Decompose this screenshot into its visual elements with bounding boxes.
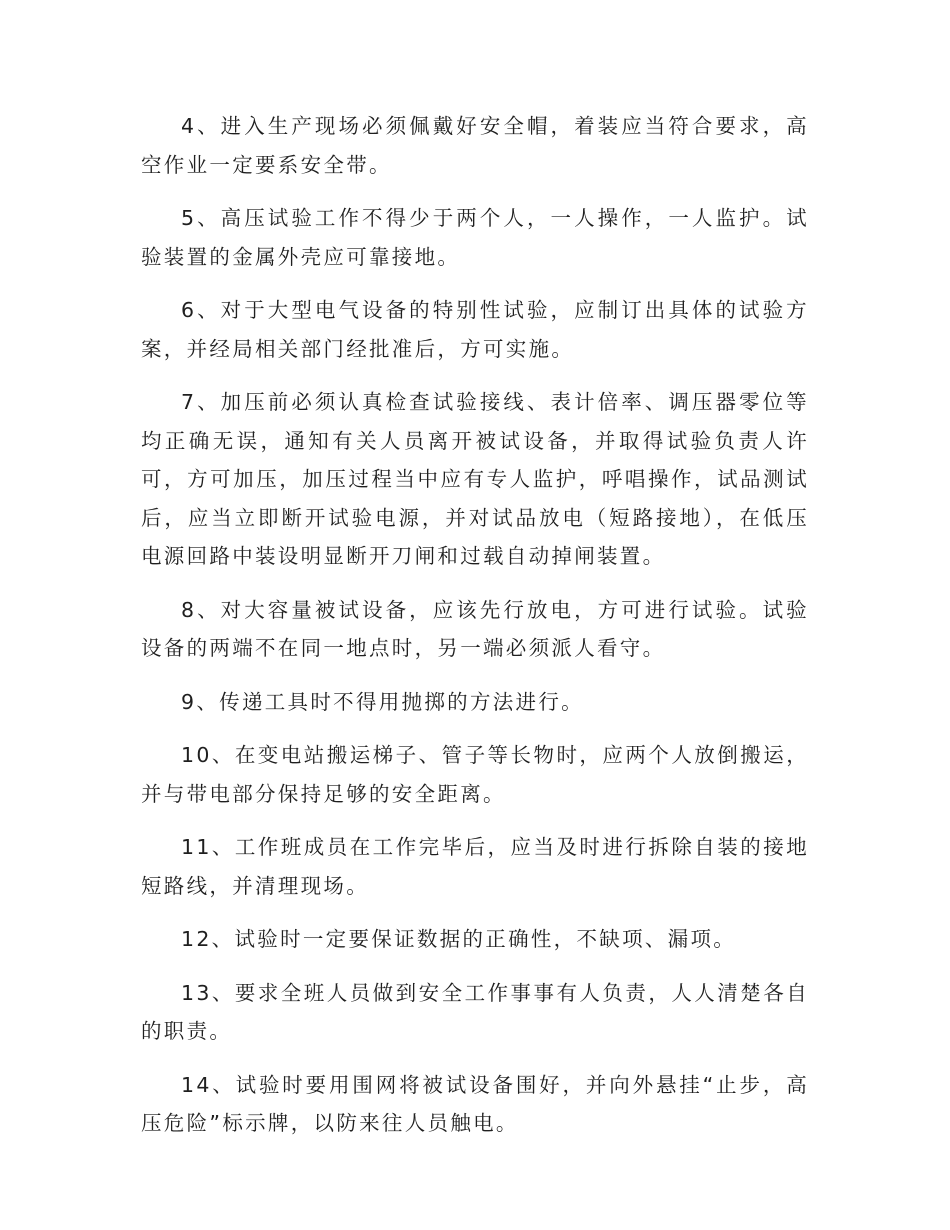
paragraph-item-7: 7、加压前必须认真检查试验接线、表计倍率、调压器零位等均正确无误，通知有关人员离开被试设备，并取得试验负责人许可，方可加压，加压过程当中应有专人监护，呼唱操作，试品测试后，应当立即断开试验电源，并对试品放电（短路接地），在低压电源回路中装设明显断开刀闸和过载自动掉闸装置。 (141, 390, 809, 568)
paragraph-item-9: 9、传递工具时不得用抛掷的方法进行。 (181, 689, 584, 714)
document-body (141, 107, 809, 1158)
paragraph-item-4: 4、进入生产现场必须佩戴好安全帽，着装应当符合要求，高空作业一定要系安全带。 (141, 114, 809, 177)
paragraph-item-11: 11、工作班成员在工作完毕后，应当及时进行拆除自装的接地短路线，并清理现场。 (141, 835, 809, 898)
paragraph-item-10: 10、在变电站搬运梯子、管子等长物时，应两个人放倒搬运，并与带电部分保持足够的安全距离。 (141, 743, 809, 806)
paragraph-item-6: 6、对于大型电气设备的特别性试验，应制订出具体的试验方案，并经局相关部门经批准后，方可实施。 (141, 298, 809, 361)
paragraph-item-8: 8、对大容量被试设备，应该先行放电，方可进行试验。试验设备的两端不在同一地点时，另一端必须派人看守。 (141, 597, 809, 660)
paragraph-item-13: 13、要求全班人员做到安全工作事事有人负责，人人清楚各自的职责。 (141, 980, 809, 1043)
paragraph-item-5: 5、高压试验工作不得少于两个人，一人操作，一人监护。试验装置的金属外壳应可靠接地。 (141, 206, 809, 269)
paragraph-item-14: 14、试验时要用围网将被试设备围好，并向外悬挂“止步，高压危险”标示牌，以防来往人员触电。 (141, 1072, 809, 1135)
paragraph-item-12: 12、试验时一定要保证数据的正确性，不缺项、漏项。 (181, 927, 737, 951)
